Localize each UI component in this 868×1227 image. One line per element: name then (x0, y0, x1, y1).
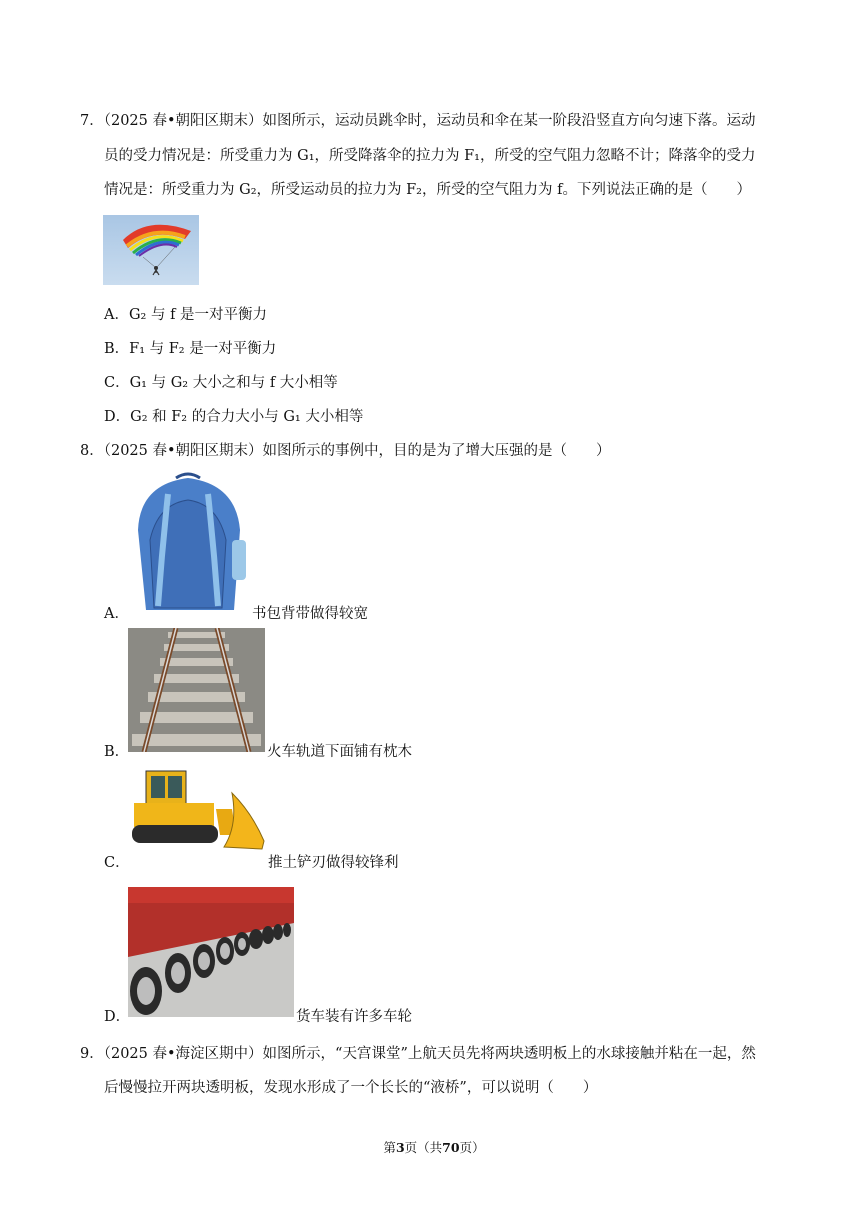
footer-prefix: 第 (383, 1140, 396, 1155)
q8-option-d-letter: D． (104, 1009, 131, 1025)
truck-wheels-image (128, 887, 294, 1017)
q8-option-b-letter: B． (104, 744, 130, 760)
q8-option-a-text: 书包背带做得较宽 (252, 606, 368, 622)
q7-stem-line3: 情况是：所受重力为 G₂，所受运动员的拉力为 F₂，所受的空气阻力为 f。下列说法正确的是（ ） (104, 182, 751, 198)
q7-option-a: A．G₂ 与 f 是一对平衡力 (104, 307, 268, 323)
backpack-image (128, 470, 250, 612)
q7-option-b: B．F₁ 与 F₂ 是一对平衡力 (104, 341, 277, 357)
q8-option-c-text: 推土铲刃做得较锋利 (268, 855, 399, 871)
bulldozer-image (128, 765, 266, 863)
q8-option-c-letter: C． (104, 855, 130, 871)
q7-option-d: D．G₂ 和 F₂ 的合力大小与 G₁ 大小相等 (104, 409, 364, 425)
footer-total-pages: 70 (442, 1140, 460, 1155)
parachute-image (103, 215, 199, 285)
q9-stem-line2: 后慢慢拉开两块透明板，发现水形成了一个长长的“液桥”，可以说明（ ） (104, 1080, 598, 1096)
footer-suffix: 页） (459, 1140, 485, 1155)
railway-image (128, 628, 265, 752)
q9-stem-line1: 9．（2025 春•海淀区期中）如图所示，“天宫课堂”上航天员先将两块透明板上的水球接触并粘在一起，然 (80, 1046, 756, 1062)
q7-stem-line1: 7．（2025 春•朝阳区期末）如图所示，运动员跳伞时，运动员和伞在某一阶段沿竖直方向匀速下落。运动 (80, 113, 756, 129)
q8-option-a-letter: A． (104, 606, 129, 622)
footer-page-number: 3 (395, 1140, 405, 1155)
footer-mid: 页（共 (404, 1140, 443, 1155)
page-footer (0, 1138, 868, 1156)
q8-option-d-text: 货车装有许多车轮 (296, 1009, 412, 1025)
q8-option-b-text: 火车轨道下面铺有枕木 (267, 744, 412, 760)
q7-stem-line2: 员的受力情况是：所受重力为 G₁，所受降落伞的拉力为 F₁，所受的空气阻力忽略不计；降落伞的受力 (104, 148, 756, 164)
q7-option-c: C．G₁ 与 G₂ 大小之和与 f 大小相等 (104, 375, 338, 391)
q8-stem: 8．（2025 春•朝阳区期末）如图所示的事例中，目的是为了增大压强的是（ ） (80, 443, 611, 459)
